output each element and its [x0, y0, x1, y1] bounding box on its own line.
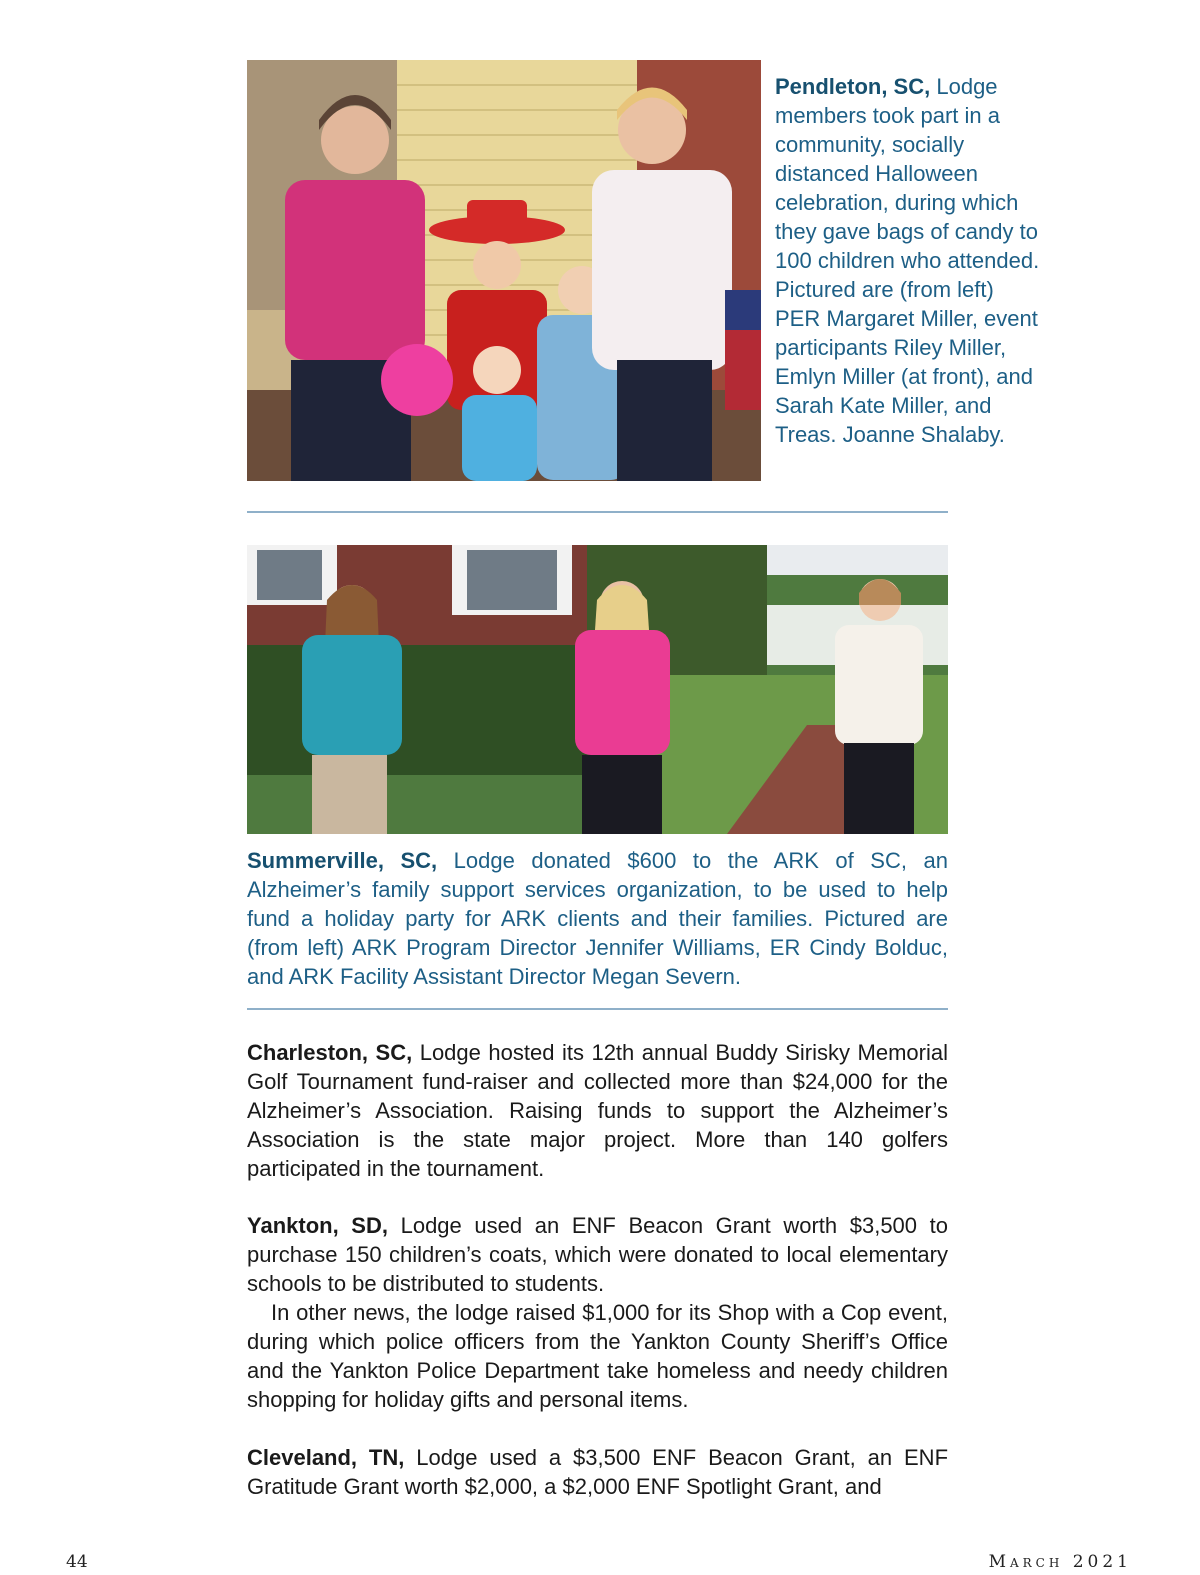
cleveland-lead: Cleveland, TN, [247, 1445, 405, 1470]
yankton-text-2: In other news, the lodge raised $1,000 for its Shop with a Cop event, during which police officers from the Yankton County Sheriff’s Office and the Yankton Police Department take homeless and needy children shopping for holiday gifts and personal items. [247, 1300, 948, 1412]
yankton-article [247, 1211, 948, 1414]
summerville-caption-text: Lodge donated $600 to the ARK of SC, an Alzheimer’s family support services organization, to be used to help fund a holiday party for ARK clients and their families. Pictured are (from left) ARK Program Director Jennifer Williams, ER Cindy Bolduc, and ARK Facility Assistant Director Megan Severn. [247, 848, 948, 989]
pendleton-caption-text: Lodge members took part in a community, socially distanced Halloween celebration, during which they gave bags of candy to 100 children who attended. Pictured are (from left) PER Margaret Miller, event participants Riley Miller, Emlyn Miller (at front), and Sarah Kate Miller, and Treas. Joanne Shalaby. [775, 74, 1040, 447]
yankton-lead: Yankton, SD, [247, 1213, 388, 1238]
cleveland-article [247, 1443, 948, 1501]
summerville-ark-photo [247, 545, 948, 834]
yankton-text: Lodge used an ENF Beacon Grant worth $3,500 to purchase 150 children’s coats, which were donated to local elementary schools to be distributed to students. [247, 1213, 948, 1296]
section-divider [247, 1008, 948, 1010]
section-divider [247, 511, 948, 513]
pendleton-caption [775, 72, 1045, 449]
cleveland-text: Lodge used a $3,500 ENF Beacon Grant, an ENF Gratitude Grant worth $2,000, a $2,000 ENF Spotlight Grant, and [247, 1445, 949, 1499]
charleston-text: Lodge hosted its 12th annual Buddy Sirisky Memorial Golf Tournament fund-raiser and collected more than $24,000 for the Alzheimer’s Association. Raising funds to support the Alzheimer’s Association is the state major project. More than 140 golfers participated in the tournament. [247, 1040, 948, 1181]
pendleton-caption-lead: Pendleton, SC, [775, 74, 931, 99]
summerville-caption-lead: Summerville, SC, [247, 848, 438, 873]
summerville-caption [247, 846, 948, 991]
charleston-lead: Charleston, SC, [247, 1040, 413, 1065]
issue-date: March 2021 [988, 1552, 1132, 1572]
pendleton-halloween-photo [247, 60, 761, 481]
charleston-article [247, 1038, 948, 1183]
page-number: 44 [66, 1552, 88, 1572]
